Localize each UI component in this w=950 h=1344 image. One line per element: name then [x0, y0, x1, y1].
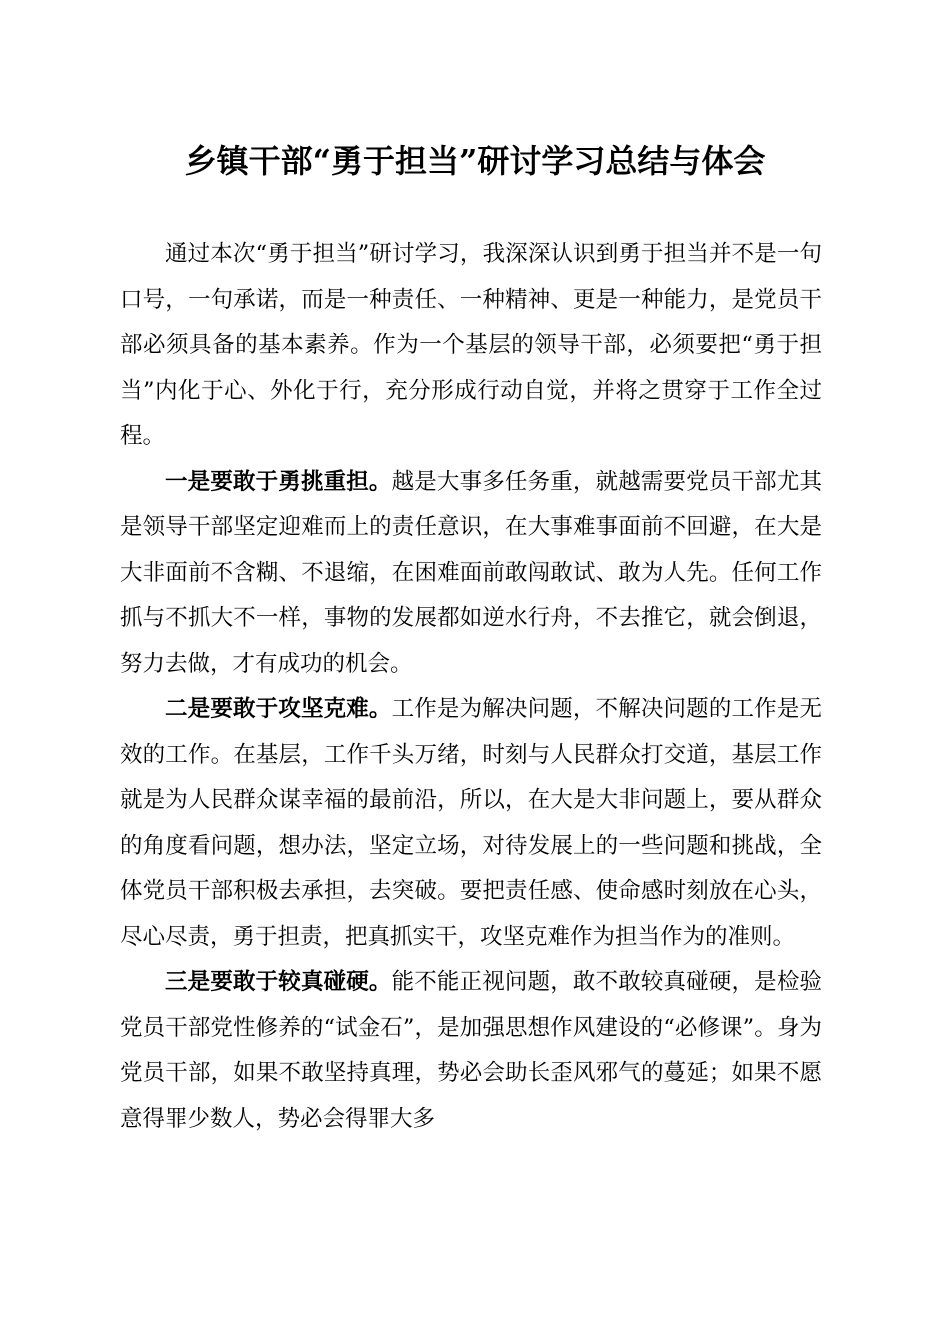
paragraph-intro: [120, 232, 822, 460]
paragraph-lead: 三是要敢于较真碰硬。: [165, 969, 392, 995]
document-body: [120, 232, 822, 1142]
paragraph-point-2: [120, 687, 822, 960]
paragraph-text: 通过本次“勇于担当”研讨学习，我深深认识到勇于担当并不是一句口号，一句承诺，而是一种责任、一种精神、更是一种能力，是党员干部必须具备的基本素养。作为一个基层的领导干部，必须要把“勇于担当”内化于心、外化于行，充分形成行动自觉，并将之贯穿于工作全过程。: [120, 241, 822, 449]
paragraph-lead: 一是要敢于勇挑重担。: [165, 468, 392, 495]
paragraph-lead: 二是要敢于攻坚克难。: [165, 696, 392, 722]
paragraph-text: 能不能正视问题，敢不敢较真碰硬，是检验党员干部党性修养的“试金石”，是加强思想作风建设的“必修课”。身为党员干部，如果不敢坚持真理，势必会助长歪风邪气的蔓延；如果不愿意得罪少数人，势必会得罪大多: [120, 969, 822, 1132]
paragraph-point-3: [120, 960, 822, 1142]
paragraph-text: 工作是为解决问题，不解决问题的工作是无效的工作。在基层，工作千头万绪，时刻与人民群众打交道，基层工作就是为人民群众谋幸福的最前沿，所以，在大是大非问题上，要从群众的角度看问题，想办法，坚定立场，对待发展上的一些问题和挑战，全体党员干部积极去承担，去突破。要把责任感、使命感时刻放在心头，尽心尽责，勇于担责，把真抓实干，攻坚克难作为担当作为的准则。: [120, 696, 822, 950]
paragraph-text: 越是大事多任务重，就越需要党员干部尤其是领导干部坚定迎难而上的责任意识，在大事难事面前不回避，在大是大非面前不含糊、不退缩，在困难面前敢闯敢试、敢为人先。任何工作抓与不抓大不一样，事物的发展都如逆水行舟，不去推它，就会倒退，努力去做，才有成功的机会。: [120, 468, 822, 677]
paragraph-point-1: [120, 460, 822, 688]
document-title: 乡镇干部“勇于担当”研讨学习总结与体会: [184, 142, 766, 180]
